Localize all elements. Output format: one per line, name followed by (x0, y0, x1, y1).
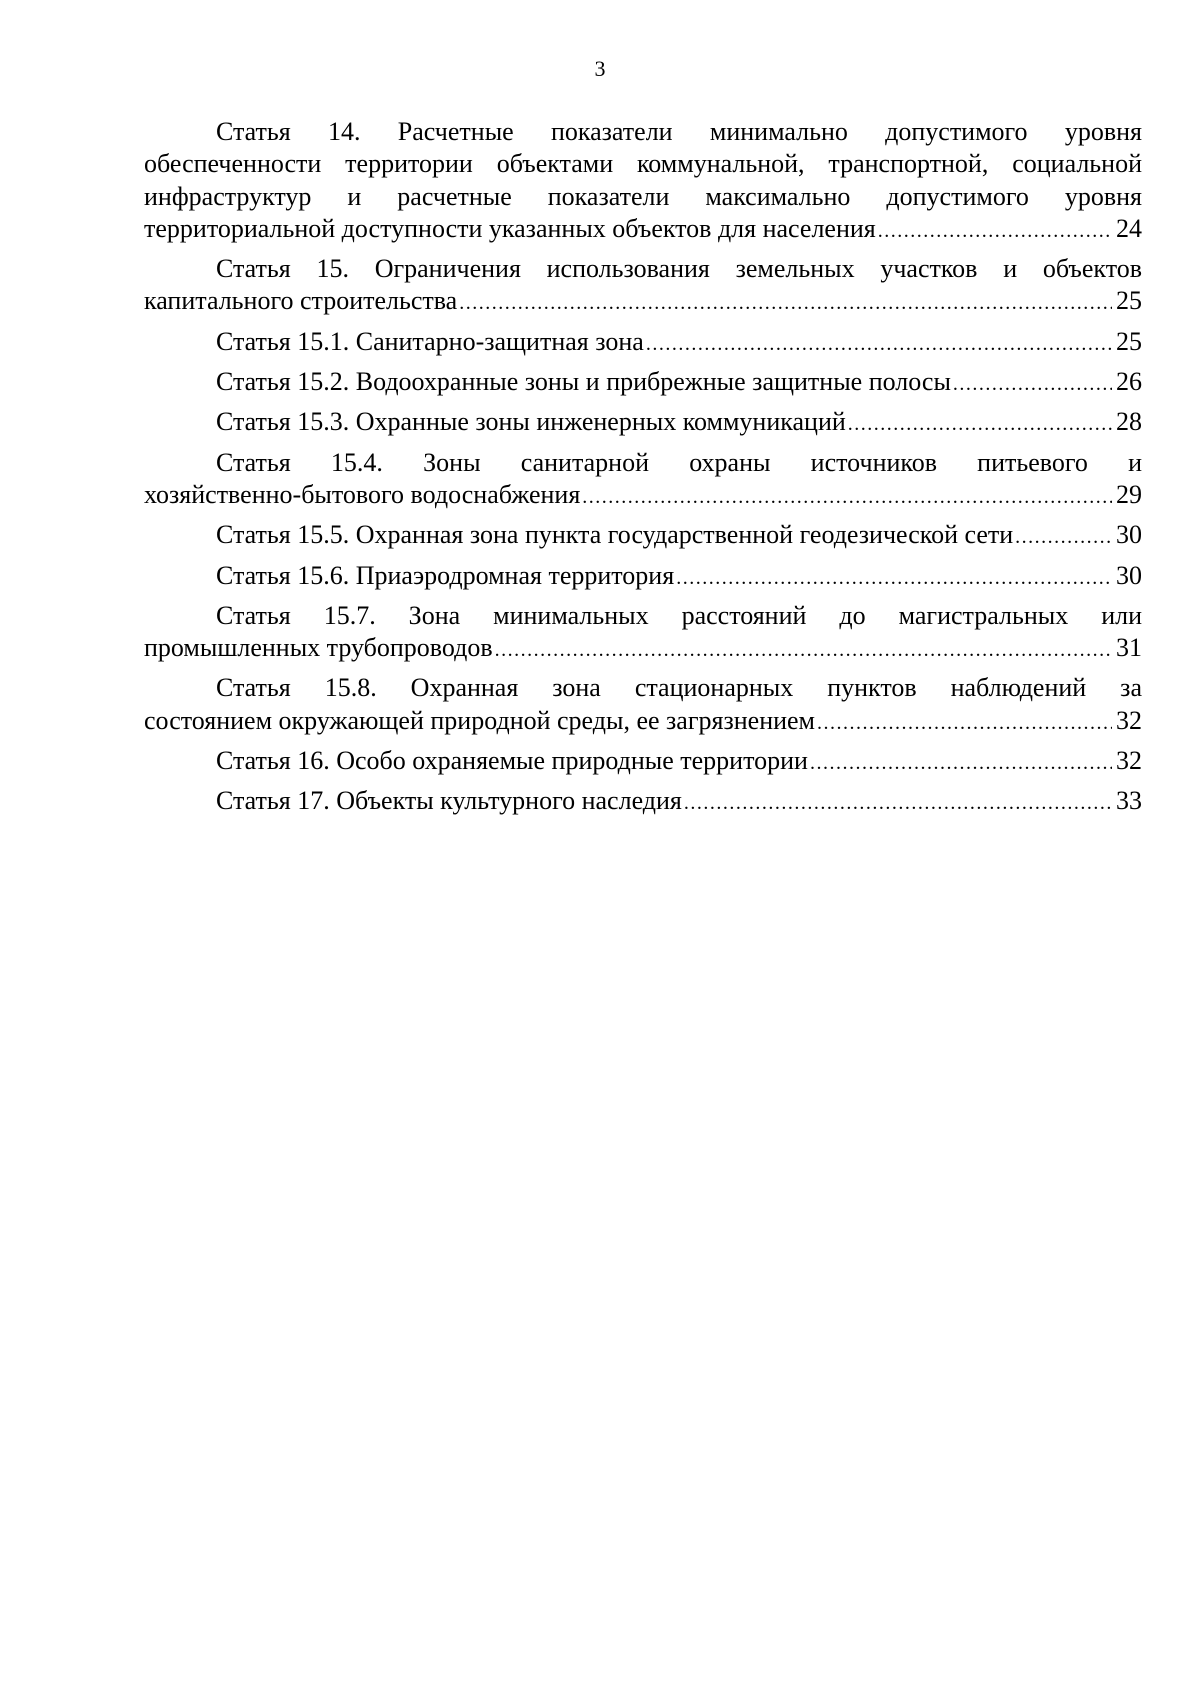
toc-entry-final-line (144, 745, 1142, 779)
toc-entry (144, 253, 1142, 320)
toc-leader-dots (684, 787, 1112, 819)
toc-entry-title: Статья 15.5. Охранная зона пункта государственной геодезической сети (216, 520, 1014, 550)
toc-entry-title: Статья 15.1. Санитарно-защитная зона (216, 326, 644, 356)
toc-leader-dots (817, 707, 1112, 739)
toc-entry (144, 785, 1142, 819)
toc-entry-title: состоянием окружающей природной среды, ее загрязнением (144, 705, 816, 735)
toc-entry-line: Статья 14. Расчетные показатели минимально допустимого уровня (216, 117, 1142, 146)
page-number: 3 (594, 56, 606, 81)
toc-entry (144, 116, 1142, 247)
toc-leader-dots (495, 634, 1112, 666)
toc-entry-final-line (144, 366, 1142, 400)
toc-page-number: 25 (1116, 326, 1142, 356)
toc-leader-dots (676, 562, 1112, 594)
toc-entry-title: Статья 15.6. Приаэродромная территория (216, 560, 675, 590)
toc-page-number: 32 (1116, 705, 1142, 735)
toc-page-number: 29 (1116, 479, 1142, 509)
toc-page-number: 25 (1116, 286, 1142, 316)
toc-entry-title: территориальной доступности указанных объектов для населения (144, 213, 876, 243)
toc-entry-final-line (144, 519, 1142, 553)
toc-leader-dots (459, 287, 1112, 319)
toc-entry-final-line (144, 406, 1142, 440)
toc-page-number: 33 (1116, 786, 1142, 816)
toc-entry-title: Статья 17. Объекты культурного наследия (216, 786, 682, 816)
toc-entry-line: Статья 15.8. Охранная зона стационарных пунктов наблюдений за (216, 673, 1142, 703)
toc-entry-final-line (144, 785, 1142, 819)
toc-entry-final-line (144, 326, 1142, 360)
toc-entry-line: обеспеченности территории объектами коммунальной, транспортной, социальной (144, 149, 1142, 179)
toc-leader-dots (582, 481, 1112, 513)
toc-leader-dots (848, 408, 1112, 440)
toc-entry-title: Статья 16. Особо охраняемые природные территории (216, 746, 808, 776)
toc-entry-final-line (144, 632, 1142, 666)
toc-entry-final-line (144, 705, 1142, 739)
toc-entry-final-line (144, 285, 1142, 319)
toc-leader-dots (646, 328, 1112, 360)
toc-page-number: 24 (1116, 213, 1142, 243)
toc-entry-line: Статья 15. Ограничения использования земельных участков и объектов (216, 254, 1142, 284)
toc-entry-line: инфраструктур и расчетные показатели максимально допустимого уровня (144, 181, 1142, 211)
toc-entry (144, 366, 1142, 400)
table-of-contents (144, 116, 1142, 826)
toc-entry (144, 447, 1142, 514)
toc-entry (144, 560, 1142, 594)
toc-page-number: 28 (1116, 407, 1142, 437)
toc-leader-dots (1015, 521, 1112, 553)
toc-leader-dots (878, 215, 1112, 247)
toc-entry-line: Статья 15.4. Зоны санитарной охраны источников питьевого и (216, 447, 1142, 477)
toc-page-number: 31 (1116, 633, 1142, 663)
toc-entry (144, 326, 1142, 360)
toc-entry-title: капитального строительства (144, 286, 458, 316)
toc-entry-title: Статья 15.2. Водоохранные зоны и прибрежные защитные полосы (216, 367, 951, 397)
toc-entry-final-line (144, 560, 1142, 594)
toc-entry (144, 600, 1142, 667)
toc-entry-final-line (144, 479, 1142, 513)
toc-leader-dots (953, 368, 1112, 400)
toc-entry-title: хозяйственно-бытового водоснабжения (144, 479, 581, 509)
toc-entry-title: Статья 15.3. Охранные зоны инженерных коммуникаций (216, 407, 846, 437)
toc-page-number: 32 (1116, 746, 1142, 776)
toc-page-number: 26 (1116, 367, 1142, 397)
toc-page-number: 30 (1116, 560, 1142, 590)
toc-entry (144, 406, 1142, 440)
toc-page-number: 30 (1116, 520, 1142, 550)
toc-entry-line: Статья 15.7. Зона минимальных расстояний до магистральных или (216, 600, 1142, 630)
toc-leader-dots (810, 747, 1112, 779)
toc-entry (144, 519, 1142, 553)
toc-entry (144, 745, 1142, 779)
toc-entry (144, 672, 1142, 739)
toc-entry-title: промышленных трубопроводов (144, 633, 493, 663)
toc-entry-final-line (144, 213, 1142, 247)
